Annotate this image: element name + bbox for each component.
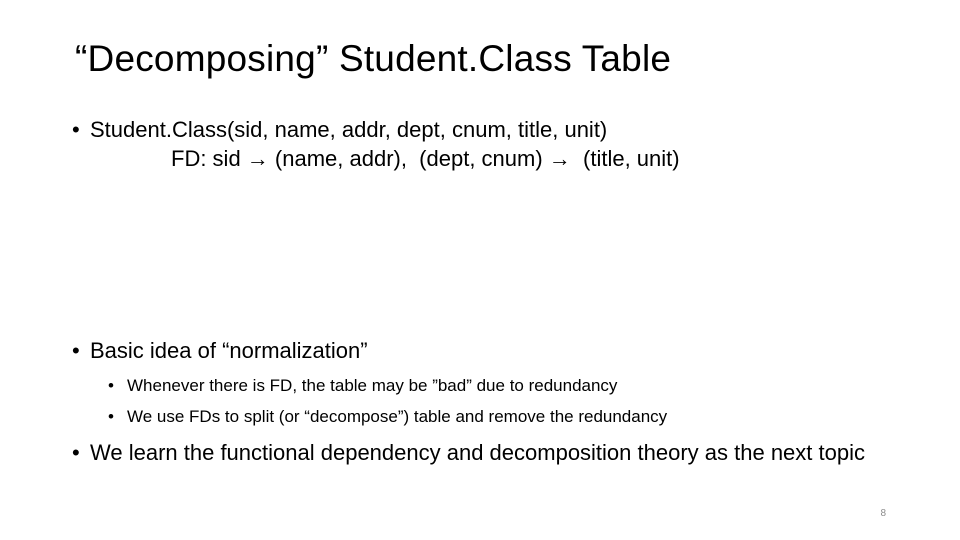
- functional-dependency-line: FD: sid → (name, addr), (dept, cnum) → (title, unit): [171, 146, 680, 171]
- bullet-text: Student.Class(sid, name, addr, dept, cnum, title, unit): [90, 117, 608, 142]
- sub-bullet-text: We use FDs to split (or “decompose”) table and remove the redundancy: [127, 407, 668, 426]
- bullet-schema: [72, 117, 607, 143]
- bullet-text: We learn the functional dependency and decomposition theory as the next topic: [90, 440, 865, 465]
- sub-bullet-redundancy: [108, 376, 617, 396]
- page-number: 8: [880, 508, 886, 519]
- sub-bullet-dot: •: [108, 407, 114, 426]
- bullet-dot: •: [72, 117, 80, 142]
- bullet-normalization: [72, 338, 368, 364]
- bullet-dot: •: [72, 338, 80, 363]
- bullet-dot: •: [72, 440, 80, 465]
- bullet-text: Basic idea of “normalization”: [90, 338, 368, 363]
- bullet-next-topic: [72, 440, 865, 466]
- sub-bullet-dot: •: [108, 376, 114, 395]
- sub-bullet-decompose: [108, 407, 667, 427]
- slide-title: “Decomposing” Student.Class Table: [75, 38, 672, 79]
- sub-bullet-text: Whenever there is FD, the table may be ”bad” due to redundancy: [127, 376, 618, 395]
